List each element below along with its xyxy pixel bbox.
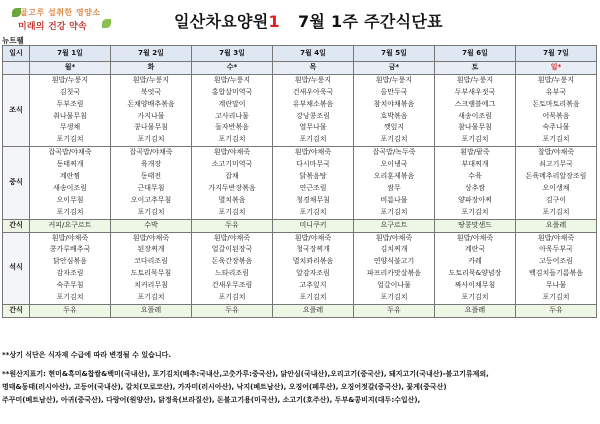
meal-label: 조식 <box>3 74 30 146</box>
menu-item: 흰밥/야채죽 <box>375 233 413 242</box>
menu-item: 흰밥/누룽지 <box>213 75 251 84</box>
menu-item: 고사리나물 <box>215 111 249 120</box>
menu-item: 커피/요구르트 <box>48 220 92 229</box>
menu-item: 두유 <box>63 305 77 314</box>
meal-row <box>3 232 597 304</box>
menu-item: 콩나물무침 <box>134 123 168 132</box>
menu-item: 김칫국 <box>59 87 81 96</box>
menu-cell <box>354 304 435 317</box>
menu-item: 돈육간장볶음 <box>211 257 253 266</box>
menu-cell <box>30 304 111 317</box>
menu-cell <box>111 147 192 219</box>
menu-item: 건새우아욱국 <box>292 87 334 96</box>
menu-item: 포기김치 <box>299 293 327 302</box>
menu-item: 요플레 <box>140 305 162 314</box>
menu-item: 오이고추무침 <box>130 195 172 204</box>
menu-cell <box>192 74 273 146</box>
menu-item: 흰밥/누룽지 <box>456 75 494 84</box>
menu-cell <box>516 74 597 146</box>
menu-item: 포기김치 <box>542 207 570 216</box>
menu-item: 흰밥/팥죽 <box>460 148 490 157</box>
menu-item: 열무나물 <box>299 123 327 132</box>
menu-cell <box>273 219 354 232</box>
menu-item: 요플레 <box>302 305 324 314</box>
menu-item: 두유 <box>387 305 401 314</box>
menu-item: 도토리묵&양념장 <box>448 269 502 278</box>
weekday-cell: 수* <box>192 62 273 75</box>
weekday-corner <box>3 62 30 75</box>
menu-item: 돈토마토리볶음 <box>532 99 580 108</box>
menu-item: 김치찌개 <box>380 245 408 254</box>
menu-item: 치커리무침 <box>134 281 168 290</box>
logo <box>10 3 130 41</box>
menu-item: 포기김치 <box>299 135 327 144</box>
menu-item: 가지두반장볶음 <box>208 183 256 192</box>
menu-item: 동태찌개 <box>56 160 84 169</box>
menu-item: 포기김치 <box>218 207 246 216</box>
menu-cell <box>30 147 111 219</box>
leaf-icon <box>102 19 111 28</box>
menu-cell <box>516 304 597 317</box>
menu-item: 흰밥/야채죽 <box>294 233 332 242</box>
menu-item: 잡곡밥/녹두죽 <box>372 148 416 157</box>
menu-item: 닭안심볶음 <box>53 257 87 266</box>
date-row <box>3 46 597 62</box>
meal-label: 간식 <box>3 219 30 232</box>
menu-item: 수박 <box>144 220 158 229</box>
menu-cell <box>273 74 354 146</box>
menu-item: 계란찜 <box>59 172 81 181</box>
meal-row <box>3 147 597 219</box>
menu-cell <box>111 232 192 304</box>
snack-row <box>3 304 597 317</box>
weekday-cell: 금* <box>354 62 435 75</box>
menu-item: 연양식불고기 <box>373 257 415 266</box>
menu-item: 건새우무조림 <box>211 281 253 290</box>
menu-cell <box>354 74 435 146</box>
menu-item: 참나물무침 <box>458 123 492 132</box>
menu-cell <box>435 232 516 304</box>
menu-item: 미니쿠키 <box>299 220 327 229</box>
menu-item: 쇠고기무국 <box>539 160 573 169</box>
weekday-cell: 토 <box>435 62 516 75</box>
menu-item: 잡채 <box>225 172 239 181</box>
title-week: 7월 1주 주간식단표 <box>297 12 443 31</box>
menu-cell <box>435 74 516 146</box>
menu-item: 포기김치 <box>380 207 408 216</box>
menu-item: 흰밥/야채죽 <box>294 148 332 157</box>
menu-cell <box>30 219 111 232</box>
menu-item: 유부채소볶음 <box>292 99 334 108</box>
menu-item: 다시마무국 <box>296 160 330 169</box>
supplier-label: 뉴트웰 <box>2 36 24 45</box>
menu-item: 비름나물 <box>380 195 408 204</box>
menu-item: 땅콩맛샌드 <box>458 220 492 229</box>
menu-item: 포기김치 <box>461 293 489 302</box>
menu-item: 두유 <box>225 220 239 229</box>
menu-cell <box>192 232 273 304</box>
meal-table <box>2 45 597 318</box>
menu-item: 요구르트 <box>380 220 408 229</box>
menu-item: 짜사이채무침 <box>454 281 496 290</box>
menu-item: 포기김치 <box>380 293 408 302</box>
menu-item: 감자조림 <box>56 269 84 278</box>
menu-item: 포기김치 <box>56 135 84 144</box>
menu-item: 고등어조림 <box>539 257 573 266</box>
menu-cell <box>516 219 597 232</box>
menu-item: 오이생채 <box>542 183 570 192</box>
title-number: 1 <box>268 12 280 31</box>
menu-item: 포기김치 <box>542 293 570 302</box>
menu-item: 청경채무침 <box>296 195 330 204</box>
menu-item: 콩가루배추국 <box>49 245 91 254</box>
menu-item: 도토리묵무침 <box>130 269 172 278</box>
menu-item: 아욱두부국 <box>539 245 573 254</box>
menu-item: 강낭콩조림 <box>296 111 330 120</box>
menu-cell <box>30 74 111 146</box>
menu-item: 흰밥/누룽지 <box>294 75 332 84</box>
menu-item: 흰밥/야채죽 <box>213 148 251 157</box>
meal-label: 중식 <box>3 147 30 219</box>
title-name: 일산차요양원 <box>174 12 269 31</box>
menu-item: 멸치꽈리볶음 <box>292 257 334 266</box>
menu-item: 흰밥/야채죽 <box>213 233 251 242</box>
menu-item: 포기김치 <box>137 207 165 216</box>
menu-item: 어묵볶음 <box>542 111 570 120</box>
menu-item: 흰밥/누룽지 <box>51 75 89 84</box>
menu-item: 청국장찌개 <box>296 245 330 254</box>
menu-item: 동태전 <box>140 172 162 181</box>
menu-cell <box>30 232 111 304</box>
menu-cell <box>354 232 435 304</box>
menu-item: 포기김치 <box>137 293 165 302</box>
note-line: **원산지표기: 현미&흑미&찹쌀&백미(국내산), 포기김치(배추:국내산,고춧가루:중국산), 닭안심(국내산),오리고기(중국산), 돼지고기(국내산)-불고기류제외, <box>2 370 489 378</box>
menu-item: 홍합살미역국 <box>211 87 253 96</box>
menu-item: 계란말이 <box>218 99 246 108</box>
menu-item: 참치야채볶음 <box>373 99 415 108</box>
menu-item: 포기김치 <box>137 135 165 144</box>
menu-item: 연근조림 <box>299 183 327 192</box>
snack-row <box>3 219 597 232</box>
header <box>0 0 600 42</box>
weekday-cell: 화 <box>111 62 192 75</box>
date-header: 7월 2일 <box>111 46 192 62</box>
menu-item: 알감자조림 <box>296 269 330 278</box>
menu-item: 포기김치 <box>218 135 246 144</box>
menu-item: 계란국 <box>464 245 486 254</box>
date-header: 7월 4일 <box>273 46 354 62</box>
menu-item: 깻잎지 <box>383 123 405 132</box>
menu-item: 잡곡밥/야채죽 <box>129 148 173 157</box>
menu-item: 흰밥/야채죽 <box>537 233 575 242</box>
menu-cell <box>435 219 516 232</box>
menu-cell <box>435 304 516 317</box>
menu-item: 유부국 <box>545 87 567 96</box>
menu-item: 근대무침 <box>137 183 165 192</box>
menu-item: 백김치들기름볶음 <box>528 269 584 278</box>
page-title <box>174 9 443 32</box>
date-header: 7월 5일 <box>354 46 435 62</box>
menu-item: 상추쌈 <box>464 183 486 192</box>
date-header: 7월 1일 <box>30 46 111 62</box>
menu-item: 포기김치 <box>56 207 84 216</box>
date-header: 7월 7일 <box>516 46 597 62</box>
menu-item: 두유 <box>549 305 563 314</box>
menu-cell <box>435 147 516 219</box>
meal-label: 간식 <box>3 304 30 317</box>
menu-item: 고추잎지 <box>299 281 327 290</box>
date-header: 7월 3일 <box>192 46 273 62</box>
weekday-cell: 일* <box>516 62 597 75</box>
menu-item: 얼갈이된장국 <box>211 245 253 254</box>
menu-item: 돌자반볶음 <box>215 123 249 132</box>
menu-cell <box>273 147 354 219</box>
menu-item: 포기김치 <box>380 135 408 144</box>
menu-cell <box>273 304 354 317</box>
note-line: **상기 식단은 식자재 수급에 따라 변경될 수 있습니다. <box>2 351 172 359</box>
menu-cell <box>354 219 435 232</box>
menu-cell <box>192 219 273 232</box>
menu-item: 요플레 <box>545 220 567 229</box>
weekday-cell: 목 <box>273 62 354 75</box>
menu-item: 두부새우젓국 <box>454 87 496 96</box>
menu-item: 스크램블에그 <box>454 99 496 108</box>
menu-item: 찰밥/야채죽 <box>537 148 575 157</box>
menu-item: 포기김치 <box>542 135 570 144</box>
menu-item: 된장찌개 <box>137 245 165 254</box>
menu-cell <box>192 147 273 219</box>
menu-item: 느타리조림 <box>215 269 249 278</box>
menu-item: 파프리카맛살볶음 <box>366 269 422 278</box>
menu-item: 가지나물 <box>137 111 165 120</box>
menu-cell <box>111 304 192 317</box>
menu-item: 흰밥/누룽지 <box>537 75 575 84</box>
weekday-cell: 월* <box>30 62 111 75</box>
menu-cell <box>516 232 597 304</box>
menu-item: 요플레 <box>464 305 486 314</box>
menu-cell <box>516 147 597 219</box>
menu-cell <box>111 74 192 146</box>
menu-item: 돈육메추리알장조림 <box>525 172 587 181</box>
menu-item: 흰밥/누룽지 <box>132 75 170 84</box>
menu-item: 흰밥/누룽지 <box>375 75 413 84</box>
menu-item: 양파장아찌 <box>458 195 492 204</box>
menu-item: 카레 <box>468 257 482 266</box>
menu-item: 돈채양배추볶음 <box>127 99 175 108</box>
logo-tagline: 미래의 건강 약속 <box>18 22 87 32</box>
menu-item: 새송이조림 <box>458 111 492 120</box>
menu-item: 멸치볶음 <box>218 195 246 204</box>
menu-item: 흰밥/야채죽 <box>456 233 494 242</box>
menu-item: 두부조림 <box>56 99 84 108</box>
menu-item: 코다리조림 <box>134 257 168 266</box>
menu-item: 오리훈제볶음 <box>373 172 415 181</box>
menu-item: 흰밥/야채죽 <box>51 233 89 242</box>
date-header: 7월 6일 <box>435 46 516 62</box>
menu-item: 육개장 <box>140 160 162 169</box>
menu-cell <box>354 147 435 219</box>
menu-item: 흰밥/야채죽 <box>132 233 170 242</box>
menu-item: 김구이 <box>545 195 567 204</box>
menu-item: 쌈무 <box>387 183 401 192</box>
menu-item: 취나물무침 <box>53 111 87 120</box>
weekday-row <box>3 62 597 75</box>
menu-item: 포기김치 <box>461 135 489 144</box>
note-line: 주꾸미(베트남산), 아귀(중국산), 다랑어(원양산), 닭정육(브라질산), 돈불고기용(미국산), 소고기(호주산), 두부&콩비지(대두:수입산), <box>2 396 421 404</box>
menu-item: 포기김치 <box>299 207 327 216</box>
menu-item: 올만두국 <box>380 87 408 96</box>
menu-item: 숙주나물 <box>542 123 570 132</box>
menu-item: 부대찌개 <box>461 160 489 169</box>
menu-item: 오이냉국 <box>380 160 408 169</box>
corner-label: 일시 <box>3 46 30 62</box>
menu-item: 숙주무침 <box>56 281 84 290</box>
menu-cell <box>111 219 192 232</box>
notes <box>2 349 598 407</box>
menu-item: 새송이조림 <box>53 183 87 192</box>
menu-item: 잡곡밥/야채죽 <box>48 148 92 157</box>
logo-slogan: 골고루 섭취한 영양소 <box>20 8 101 17</box>
menu-cell <box>273 232 354 304</box>
menu-item: 무나물 <box>545 281 567 290</box>
menu-item: 소고기미역국 <box>211 160 253 169</box>
menu-item: 수육 <box>468 172 482 181</box>
menu-item: 호박볶음 <box>380 111 408 120</box>
menu-item: 포기김치 <box>56 293 84 302</box>
meal-row <box>3 74 597 146</box>
menu-item: 닭볶음탕 <box>299 172 327 181</box>
menu-item: 포기김치 <box>218 293 246 302</box>
menu-item: 오이무침 <box>56 195 84 204</box>
menu-item: 북엇국 <box>140 87 162 96</box>
menu-item: 얼갈이나물 <box>377 281 411 290</box>
menu-item: 무생채 <box>59 123 81 132</box>
menu-cell <box>192 304 273 317</box>
menu-item: 두유 <box>225 305 239 314</box>
note-line: 명태&동태(러시아산), 고등어(국내산), 갈치(모로코산), 가자미(러시아산), 낙지(베트남산), 오징어(페루산), 오징어젓갈(중국산), 꽃게(중국산) <box>2 383 447 391</box>
meal-label: 석식 <box>3 232 30 304</box>
menu-item: 포기김치 <box>461 207 489 216</box>
